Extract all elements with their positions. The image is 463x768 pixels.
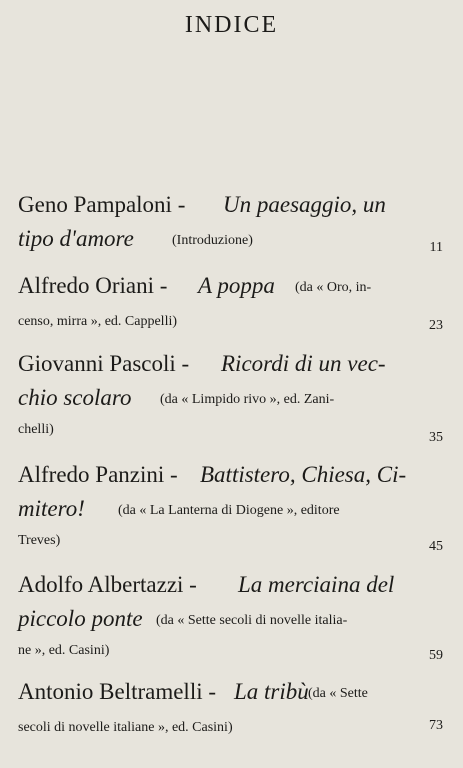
entry-author: Alfredo Panzini - <box>18 462 178 487</box>
toc-entry <box>18 462 407 564</box>
page-number: 35 <box>429 430 443 445</box>
entry-title: Battistero, Chiesa, Ci- <box>200 462 407 487</box>
entry-title-continued: mitero! <box>18 496 85 521</box>
page-number: 45 <box>429 539 443 554</box>
entry-author: Geno Pampaloni - <box>18 192 186 217</box>
entry-title-continued: piccolo ponte <box>18 606 143 631</box>
entry-author: Antonio Beltramelli - <box>18 679 217 704</box>
entry-source: (da « Oro, in- <box>295 280 372 295</box>
entry-author: Giovanni Pascoli - <box>18 351 190 376</box>
entry-source: (da « Sette <box>308 686 368 701</box>
page-number: 59 <box>429 648 443 663</box>
entry-title: La merciaina del <box>238 572 395 597</box>
entry-author: Adolfo Albertazzi - <box>18 572 197 597</box>
entry-source: (Introduzione) <box>172 233 253 248</box>
entry-source-continued: Treves) <box>18 533 61 548</box>
entry-source: (da « La Lanterna di Diogene », editore <box>118 503 340 518</box>
toc-entry <box>18 572 395 674</box>
index-heading: INDICE <box>184 12 279 38</box>
entry-source: (da « Limpido rivo », ed. Zani- <box>160 392 335 407</box>
entry-title: La tribù <box>234 679 309 704</box>
page-number: 23 <box>429 318 443 333</box>
page-number: 11 <box>429 240 443 255</box>
entry-title-continued: tipo d'amore <box>18 226 134 251</box>
entry-source-continued: censo, mirra », ed. Cappelli) <box>18 314 178 329</box>
entry-title: A poppa <box>198 273 275 298</box>
entry-title: Ricordi di un vec- <box>221 351 386 376</box>
entry-source-continued: secoli di novelle italiane », ed. Casini) <box>18 720 233 735</box>
entry-source: (da « Sette secoli di novelle italia- <box>156 613 348 628</box>
toc-entry <box>18 351 388 453</box>
toc-entry <box>18 273 388 341</box>
entry-source-continued: chelli) <box>18 422 54 437</box>
entry-title: Un paesaggio, un <box>223 192 386 217</box>
entry-title-continued: chio scolaro <box>18 385 132 410</box>
toc-entry <box>18 192 388 260</box>
page-number: 73 <box>429 718 443 733</box>
toc-entry <box>18 679 388 747</box>
entry-author: Alfredo Oriani - <box>18 273 168 298</box>
entry-source-continued: ne », ed. Casini) <box>18 643 110 658</box>
